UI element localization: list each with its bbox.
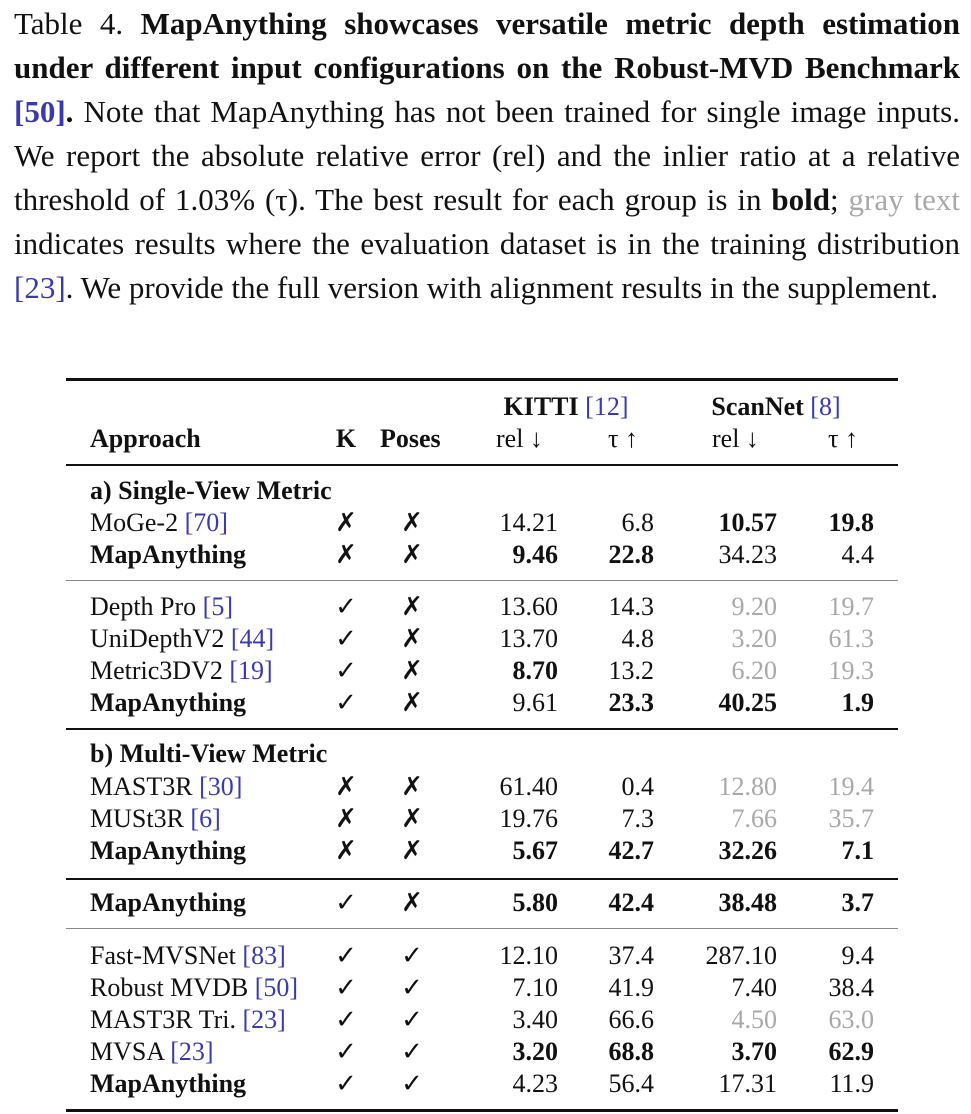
approach-name: Robust MVDB (90, 973, 249, 1002)
scan-rel-value: 287.10 (705, 941, 777, 970)
scan-rel-value: 34.23 (718, 540, 777, 569)
kitti-tau-value: 42.7 (608, 836, 654, 865)
k-cross-icon: ✗ (335, 836, 357, 865)
divider-1 (66, 580, 898, 581)
kitti-rel-value: 8.70 (512, 656, 558, 685)
approach-citation[interactable]: [50] (254, 973, 299, 1002)
approach-cell (90, 1068, 246, 1100)
kitti-rel-value: 7.10 (512, 973, 558, 1002)
kitti-tau-value: 37.4 (608, 941, 654, 970)
poses-check-icon: ✓ (401, 1005, 423, 1034)
approach-citation[interactable]: [23] (242, 1005, 286, 1034)
caption-label: Table 4. (14, 6, 124, 41)
poses-check-icon: ✓ (401, 941, 423, 970)
approach-cell (90, 539, 246, 571)
scan-tau-value: 4.4 (841, 540, 874, 569)
approach-citation[interactable]: [19] (229, 656, 273, 685)
kitti-tau-value: 68.8 (608, 1037, 654, 1066)
divider-4 (66, 928, 898, 929)
kitti-tau-value: 41.9 (608, 973, 654, 1002)
k-cross-icon: ✗ (335, 508, 357, 537)
scan-tau-value: 19.3 (828, 656, 874, 685)
poses-cross-icon: ✗ (401, 836, 423, 865)
poses-check-icon: ✓ (401, 1037, 423, 1066)
k-check-icon: ✓ (335, 973, 357, 1002)
k-check-icon: ✓ (335, 688, 357, 717)
scan-tau-value: 19.8 (828, 508, 874, 537)
kitti-tau-value: 13.2 (608, 656, 654, 685)
scan-tau-value: 3.7 (841, 888, 874, 917)
poses-cross-icon: ✗ (401, 888, 423, 917)
approach-cell (90, 1004, 286, 1036)
approach-name: MapAnything (90, 888, 247, 917)
caption-title-period: . (65, 94, 74, 129)
kitti-tau-value: 56.4 (608, 1069, 654, 1098)
scannet-tau-header: τ ↑ (828, 424, 858, 453)
k-check-icon: ✓ (335, 656, 357, 685)
approach-cell (90, 507, 228, 539)
approach-cell (90, 887, 246, 919)
scan-tau-value: 19.4 (828, 772, 874, 801)
scannet-rel-header: rel ↓ (712, 424, 759, 453)
kitti-tau-value: 42.4 (608, 888, 654, 917)
caption-title-text: MapAnything showcases versatile metric depth estimation under different input configurations on the Robust-MVD Benchmark (14, 6, 960, 85)
k-check-icon: ✓ (335, 941, 357, 970)
scannet-header (686, 391, 866, 423)
kitti-tau-value: 14.3 (608, 592, 654, 621)
bottom-rule (66, 1109, 898, 1112)
k-check-icon: ✓ (335, 1005, 357, 1034)
k-check-icon: ✓ (335, 624, 357, 653)
poses-cross-icon: ✗ (401, 508, 423, 537)
poses-check-icon: ✓ (401, 973, 423, 1002)
divider-3 (66, 878, 898, 880)
scan-tau-value: 62.9 (828, 1037, 874, 1066)
scan-tau-value: 63.0 (828, 1005, 874, 1034)
poses-cross-icon: ✗ (401, 592, 423, 621)
scan-rel-value: 7.40 (731, 973, 777, 1002)
scan-tau-value: 9.4 (841, 941, 874, 970)
approach-citation[interactable]: [70] (184, 508, 228, 537)
scannet-label: ScanNet (711, 392, 804, 421)
kitti-rel-value: 14.21 (499, 508, 558, 537)
approach-cell (90, 835, 246, 867)
caption-text-2: indicates results where the evaluation dataset is in the training distribution (14, 226, 960, 261)
poses-cross-icon: ✗ (401, 624, 423, 653)
k-check-icon: ✓ (335, 592, 357, 621)
kitti-tau-value: 22.8 (608, 540, 654, 569)
kitti-rel-value: 3.40 (512, 1005, 558, 1034)
k-cross-icon: ✗ (335, 772, 357, 801)
kitti-rel-value: 5.67 (512, 836, 558, 865)
k-cross-icon: ✗ (335, 804, 357, 833)
approach-header: Approach (90, 424, 201, 453)
kitti-header (476, 391, 656, 423)
scan-tau-value: 19.7 (828, 592, 874, 621)
caption-text-1: Note that MapAnything has not been trained for single image inputs. We report the absolute relative error (rel) and the inlier ratio at a relative threshold of 1.03% (τ). The best result for each group is in (14, 94, 960, 217)
approach-citation[interactable]: [44] (230, 624, 275, 653)
poses-cross-icon: ✗ (401, 688, 423, 717)
kitti-rel-value: 9.46 (512, 540, 558, 569)
scan-tau-value: 35.7 (828, 804, 874, 833)
scan-tau-value: 7.1 (841, 836, 874, 865)
scan-rel-value: 32.26 (718, 836, 777, 865)
kitti-citation[interactable]: [12] (585, 392, 629, 421)
scan-rel-value: 17.31 (718, 1069, 777, 1098)
approach-citation[interactable]: [6] (190, 804, 221, 833)
poses-header: Poses (380, 424, 441, 453)
approach-cell (90, 1036, 214, 1068)
header-rule (66, 464, 898, 466)
approach-cell (90, 972, 298, 1004)
approach-name: MAST3R Tri. (90, 1005, 236, 1034)
approach-name: Fast-MVSNet (90, 941, 236, 970)
approach-cell (90, 687, 246, 719)
approach-citation[interactable]: [83] (242, 941, 286, 970)
kitti-rel-value: 61.40 (499, 772, 558, 801)
kitti-rel-value: 5.80 (512, 888, 558, 917)
kitti-rel-value: 4.23 (512, 1069, 558, 1098)
k-check-icon: ✓ (335, 888, 357, 917)
kitti-rel-value: 9.61 (512, 688, 558, 717)
approach-cell (90, 803, 221, 835)
approach-name: Depth Pro (90, 592, 197, 621)
k-header: K (335, 424, 357, 453)
approach-name: MapAnything (90, 540, 247, 569)
kitti-tau-value: 23.3 (608, 688, 654, 717)
table-caption (14, 2, 960, 310)
kitti-rel-value: 3.20 (512, 1037, 558, 1066)
kitti-label: KITTI (503, 392, 579, 421)
poses-check-icon: ✓ (401, 1069, 423, 1098)
approach-cell (90, 655, 273, 687)
scan-rel-value: 38.48 (718, 888, 777, 917)
approach-cell (90, 940, 286, 972)
scan-rel-value: 6.20 (731, 656, 777, 685)
section-a-label: a) Single-View Metric (90, 476, 332, 505)
caption-text-3: . We provide the full version with alignment results in the supplement. (65, 270, 939, 305)
poses-cross-icon: ✗ (401, 772, 423, 801)
scan-rel-value: 4.50 (731, 1005, 777, 1034)
kitti-rel-value: 19.76 (499, 804, 558, 833)
kitti-tau-value: 6.8 (621, 508, 654, 537)
approach-citation[interactable]: [30] (199, 772, 243, 801)
kitti-rel-value: 13.70 (499, 624, 558, 653)
section-b-label: b) Multi-View Metric (90, 739, 328, 768)
caption-gray-phrase: gray text (838, 182, 960, 217)
scan-rel-value: 9.20 (731, 592, 777, 621)
poses-cross-icon: ✗ (401, 804, 423, 833)
caption-bold-word: bold (771, 182, 830, 217)
approach-cell (90, 591, 233, 623)
divider-2 (66, 728, 898, 730)
approach-citation[interactable]: [23] (170, 1037, 214, 1066)
kitti-tau-header: τ ↑ (608, 424, 638, 453)
kitti-rel-header: rel ↓ (496, 424, 543, 453)
approach-cell (90, 623, 274, 655)
results-table (66, 378, 898, 1112)
scan-tau-value: 61.3 (828, 624, 874, 653)
k-cross-icon: ✗ (335, 540, 357, 569)
scan-rel-value: 7.66 (731, 804, 777, 833)
approach-name: UniDepthV2 (90, 624, 225, 653)
kitti-tau-value: 66.6 (608, 1005, 654, 1034)
caption-title-citation[interactable]: [50] (14, 94, 66, 129)
approach-name: MapAnything (90, 1069, 247, 1098)
poses-cross-icon: ✗ (401, 656, 423, 685)
scannet-citation[interactable]: [8] (810, 392, 841, 421)
approach-name: Metric3DV2 (90, 656, 223, 685)
approach-name: MVSA (90, 1037, 164, 1066)
caption-citation-2[interactable]: [23] (14, 270, 66, 305)
k-check-icon: ✓ (335, 1069, 357, 1098)
scan-tau-value: 1.9 (841, 688, 874, 717)
approach-cell (90, 771, 242, 803)
scan-rel-value: 12.80 (718, 772, 777, 801)
approach-citation[interactable]: [5] (202, 592, 233, 621)
scan-rel-value: 3.20 (731, 624, 777, 653)
kitti-tau-value: 4.8 (621, 624, 654, 653)
poses-cross-icon: ✗ (401, 540, 423, 569)
approach-name: MUSt3R (90, 804, 184, 833)
scan-tau-value: 11.9 (829, 1069, 874, 1098)
caption-semicolon: ; (830, 182, 839, 217)
kitti-rel-value: 13.60 (499, 592, 558, 621)
kitti-tau-value: 0.4 (621, 772, 654, 801)
k-check-icon: ✓ (335, 1037, 357, 1066)
approach-name: MAST3R (90, 772, 193, 801)
scan-tau-value: 38.4 (828, 973, 874, 1002)
approach-name: MapAnything (90, 836, 247, 865)
kitti-tau-value: 7.3 (621, 804, 654, 833)
approach-name: MapAnything (90, 688, 247, 717)
scan-rel-value: 10.57 (718, 508, 777, 537)
top-rule (66, 378, 898, 381)
scan-rel-value: 3.70 (731, 1037, 777, 1066)
approach-name: MoGe-2 (90, 508, 179, 537)
scan-rel-value: 40.25 (718, 688, 777, 717)
kitti-rel-value: 12.10 (499, 941, 558, 970)
